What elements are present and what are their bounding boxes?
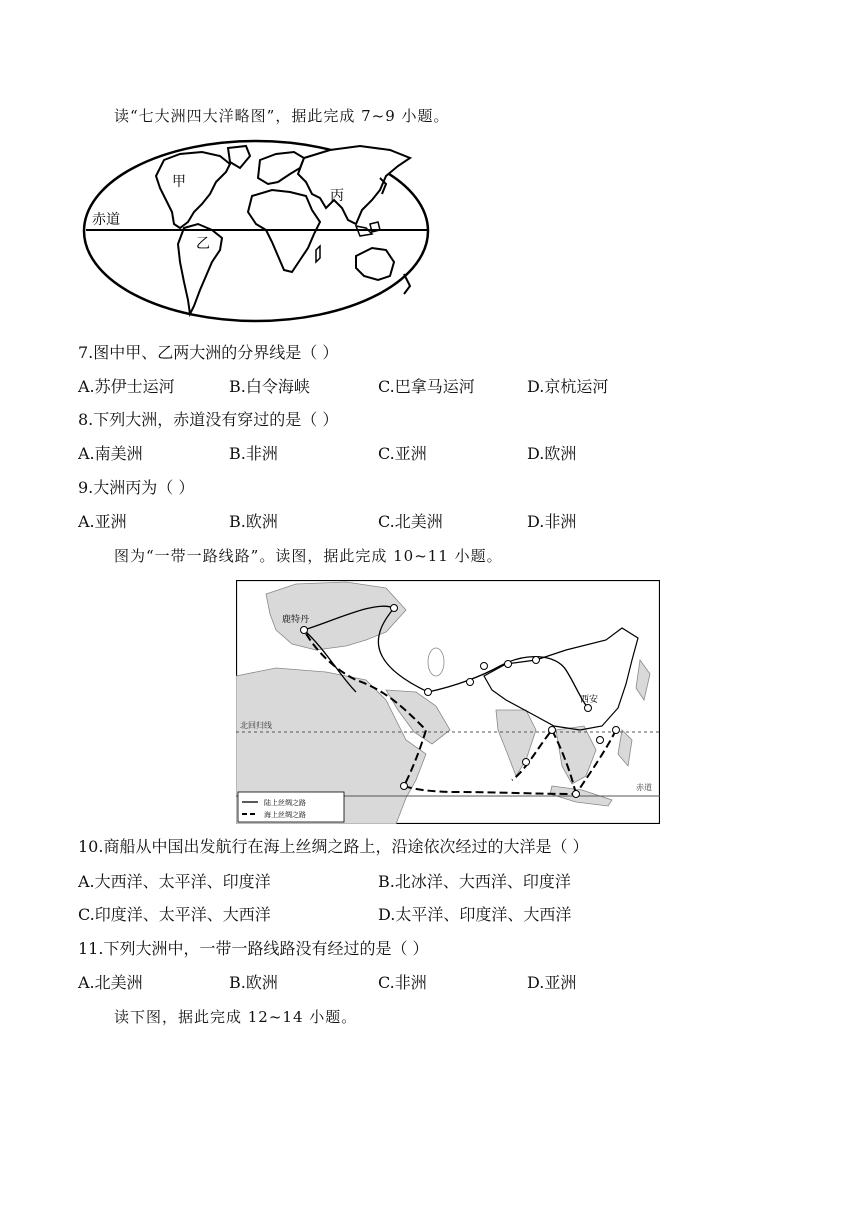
label-jia: 甲 xyxy=(172,174,186,190)
node-xian xyxy=(585,705,592,712)
question-11-option-d[interactable]: D.亚洲 xyxy=(527,973,577,992)
node-jakarta xyxy=(573,791,580,798)
question-7-stem: 7.图中甲、乙两大洲的分界线是（ ） xyxy=(78,343,339,362)
equator-label: 赤道 xyxy=(92,212,120,228)
caspian-sea xyxy=(428,648,444,676)
question-9-stem: 9.大洲丙为（ ） xyxy=(78,478,195,497)
legend-sea-label: 海上丝绸之路 xyxy=(264,811,306,819)
question-8-option-a[interactable]: A.南美洲 xyxy=(78,444,143,463)
question-10-option-b[interactable]: B.北冰洋、大西洋、印度洋 xyxy=(378,872,571,891)
node-rotterdam xyxy=(301,627,308,634)
question-9-option-a[interactable]: A.亚洲 xyxy=(78,512,127,531)
question-7-option-d[interactable]: D.京杭运河 xyxy=(527,377,609,396)
question-9-option-b[interactable]: B.欧洲 xyxy=(229,512,278,531)
node-guangzhou xyxy=(597,737,604,744)
question-10-stem: 10.商船从中国出发航行在海上丝绸之路上，沿途依次经过的大洋是（ ） xyxy=(78,837,589,856)
node-colombo xyxy=(523,759,530,766)
label-bing: 丙 xyxy=(330,188,344,204)
belt-road-map-figure xyxy=(236,580,660,824)
question-7-option-a[interactable]: A.苏伊士运河 xyxy=(78,377,175,396)
question-10-option-a[interactable]: A.大西洋、太平洋、印度洋 xyxy=(78,872,271,891)
node-nairobi xyxy=(401,783,408,790)
world-map-figure xyxy=(80,138,432,324)
node-lanzhou xyxy=(533,657,540,664)
intro-text-3: 读下图，据此完成 12~14 小题。 xyxy=(114,1008,358,1026)
legend-land-label: 陆上丝绸之路 xyxy=(264,799,306,807)
question-8-option-d[interactable]: D.欧洲 xyxy=(527,444,577,463)
question-10-option-d[interactable]: D.太平洋、印度洋、大西洋 xyxy=(378,905,572,924)
new-zealand-shape xyxy=(404,274,410,294)
question-10-option-c[interactable]: C.印度洋、太平洋、大西洋 xyxy=(78,905,271,924)
node-urumqi xyxy=(505,661,512,668)
node-tehran xyxy=(425,689,432,696)
question-8-option-c[interactable]: C.亚洲 xyxy=(378,444,427,463)
question-9-option-d[interactable]: D.非洲 xyxy=(527,512,577,531)
question-9-option-c[interactable]: C.北美洲 xyxy=(378,512,443,531)
node-almaty xyxy=(481,663,488,670)
question-7-option-b[interactable]: B.白令海峡 xyxy=(229,377,310,396)
question-11-option-a[interactable]: A.北美洲 xyxy=(78,973,143,992)
madagascar-shape xyxy=(316,246,320,262)
tropic-label: 北回归线 xyxy=(240,721,272,730)
label-rotterdam: 鹿特丹 xyxy=(282,615,310,625)
label-xian: 西安 xyxy=(580,695,599,705)
question-11-option-b[interactable]: B.欧洲 xyxy=(229,973,278,992)
label-yi: 乙 xyxy=(196,236,210,252)
question-7-option-c[interactable]: C.巴拿马运河 xyxy=(378,377,475,396)
intro-text-1: 读“七大洲四大洋略图”，据此完成 7~9 小题。 xyxy=(114,107,450,125)
question-11-stem: 11.下列大洲中，一带一路线路没有经过的是（ ） xyxy=(78,939,429,958)
node-hanoi xyxy=(549,727,556,734)
node-fuzhou xyxy=(613,727,620,734)
node-samarkand xyxy=(467,679,474,686)
question-8-stem: 8.下列大洲，赤道没有穿过的是（ ） xyxy=(78,410,339,429)
intro-text-2: 图为“一带一路线路”。读图，据此完成 10~11 小题。 xyxy=(114,547,503,565)
question-8-option-b[interactable]: B.非洲 xyxy=(229,444,278,463)
question-11-option-c[interactable]: C.非洲 xyxy=(378,973,427,992)
equator-label-2: 赤道 xyxy=(636,783,652,792)
node-moscow xyxy=(391,605,398,612)
